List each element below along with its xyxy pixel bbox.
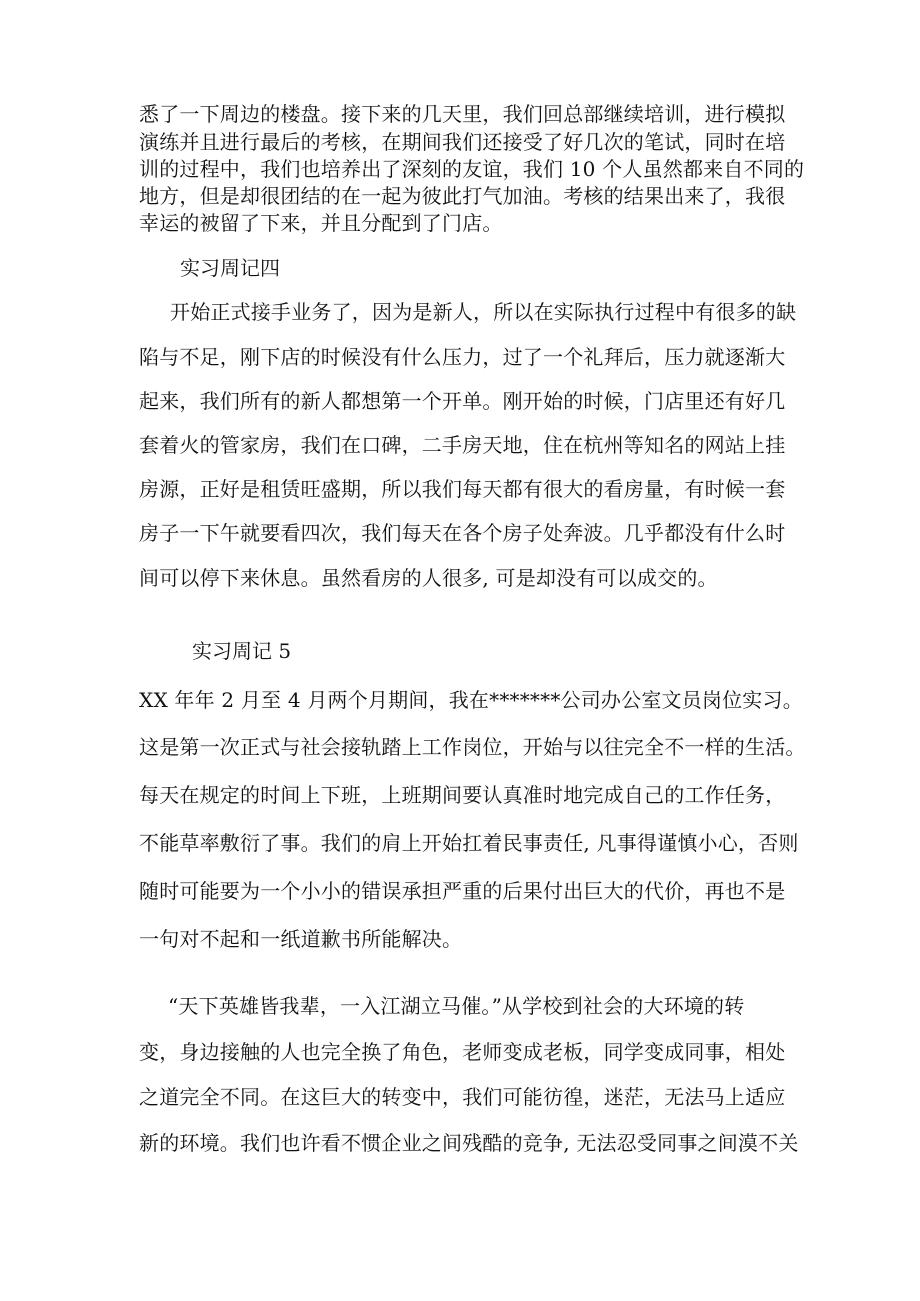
paragraph-3-line-5: 随时可能要为一个小小的错误承担严重的后果付出巨大的代价，再也不是 bbox=[139, 879, 786, 903]
paragraph-2-line-6: 房子一下午就要看四次，我们每天在各个房子处奔波。几乎都没有什么时 bbox=[139, 521, 786, 545]
paragraph-3-line-6: 一句对不起和一纸道歉书所能解决。 bbox=[139, 927, 463, 951]
paragraph-3-line-1: XX 年年 2 月至 4 月两个月期间，我在*******公司办公室文员岗位实习。 bbox=[139, 688, 803, 712]
paragraph-2-line-3: 起来，我们所有的新人都想第一个开单。刚开始的时候，门店里还有好几 bbox=[139, 389, 786, 413]
paragraph-2-line-7: 间可以停下来休息。虽然看房的人很多, 可是却没有可以成交的。 bbox=[139, 566, 718, 590]
paragraph-1-line-4: 地方，但是却很团结的在一起为彼此打气加油。考核的结果出来了，我很 bbox=[139, 184, 786, 208]
paragraph-2-line-4: 套着火的管家房，我们在口碑，二手房天地，住在杭州等知名的网站上挂 bbox=[139, 433, 786, 457]
heading-week-5: 实习周记 5 bbox=[192, 639, 292, 663]
paragraph-1-line-1: 悉了一下周边的楼盘。接下来的几天里，我们回总部继续培训，进行模拟 bbox=[139, 102, 786, 126]
paragraph-2-line-2: 陷与不足，刚下店的时候没有什么压力，过了一个礼拜后，压力就逐渐大 bbox=[139, 345, 786, 369]
paragraph-4-line-1: “天下英雄皆我辈，一入江湖立马催。”从学校到社会的大环境的转 bbox=[168, 994, 745, 1018]
paragraph-4-line-3: 之道完全不同。在这巨大的转变中，我们可能彷徨，迷茫，无法马上适应 bbox=[139, 1085, 786, 1109]
heading-week-4: 实习周记四 bbox=[180, 256, 280, 280]
paragraph-4-line-4: 新的环境。我们也许看不惯企业之间残酷的竞争, 无法忍受同事之间漠不关 bbox=[139, 1131, 799, 1155]
paragraph-3-line-2: 这是第一次正式与社会接轨踏上工作岗位，开始与以往完全不一样的生活。 bbox=[139, 735, 806, 759]
paragraph-3-line-3: 每天在规定的时间上下班，上班期间要认真准时地完成自己的工作任务， bbox=[139, 783, 786, 807]
paragraph-3-line-4: 不能草率敷衍了事。我们的肩上开始扛着民事责任, 凡事得谨慎小心，否则 bbox=[139, 831, 799, 855]
paragraph-2-line-1: 开始正式接手业务了，因为是新人，所以在实际执行过程中有很多的缺 bbox=[170, 300, 797, 324]
paragraph-1-line-5: 幸运的被留了下来，并且分配到了门店。 bbox=[139, 211, 503, 235]
paragraph-1-line-2: 演练并且进行最后的考核，在期间我们还接受了好几次的笔试，同时在培 bbox=[139, 130, 786, 154]
paragraph-4-line-2: 变，身边接触的人也完全换了角色，老师变成老板，同学变成同事，相处 bbox=[139, 1040, 786, 1064]
paragraph-1-line-3: 训的过程中，我们也培养出了深刻的友谊，我们 10 个人虽然都来自不同的 bbox=[139, 157, 805, 181]
paragraph-2-line-5: 房源，正好是租赁旺盛期，所以我们每天都有很大的看房量，有时候一套 bbox=[139, 477, 786, 501]
